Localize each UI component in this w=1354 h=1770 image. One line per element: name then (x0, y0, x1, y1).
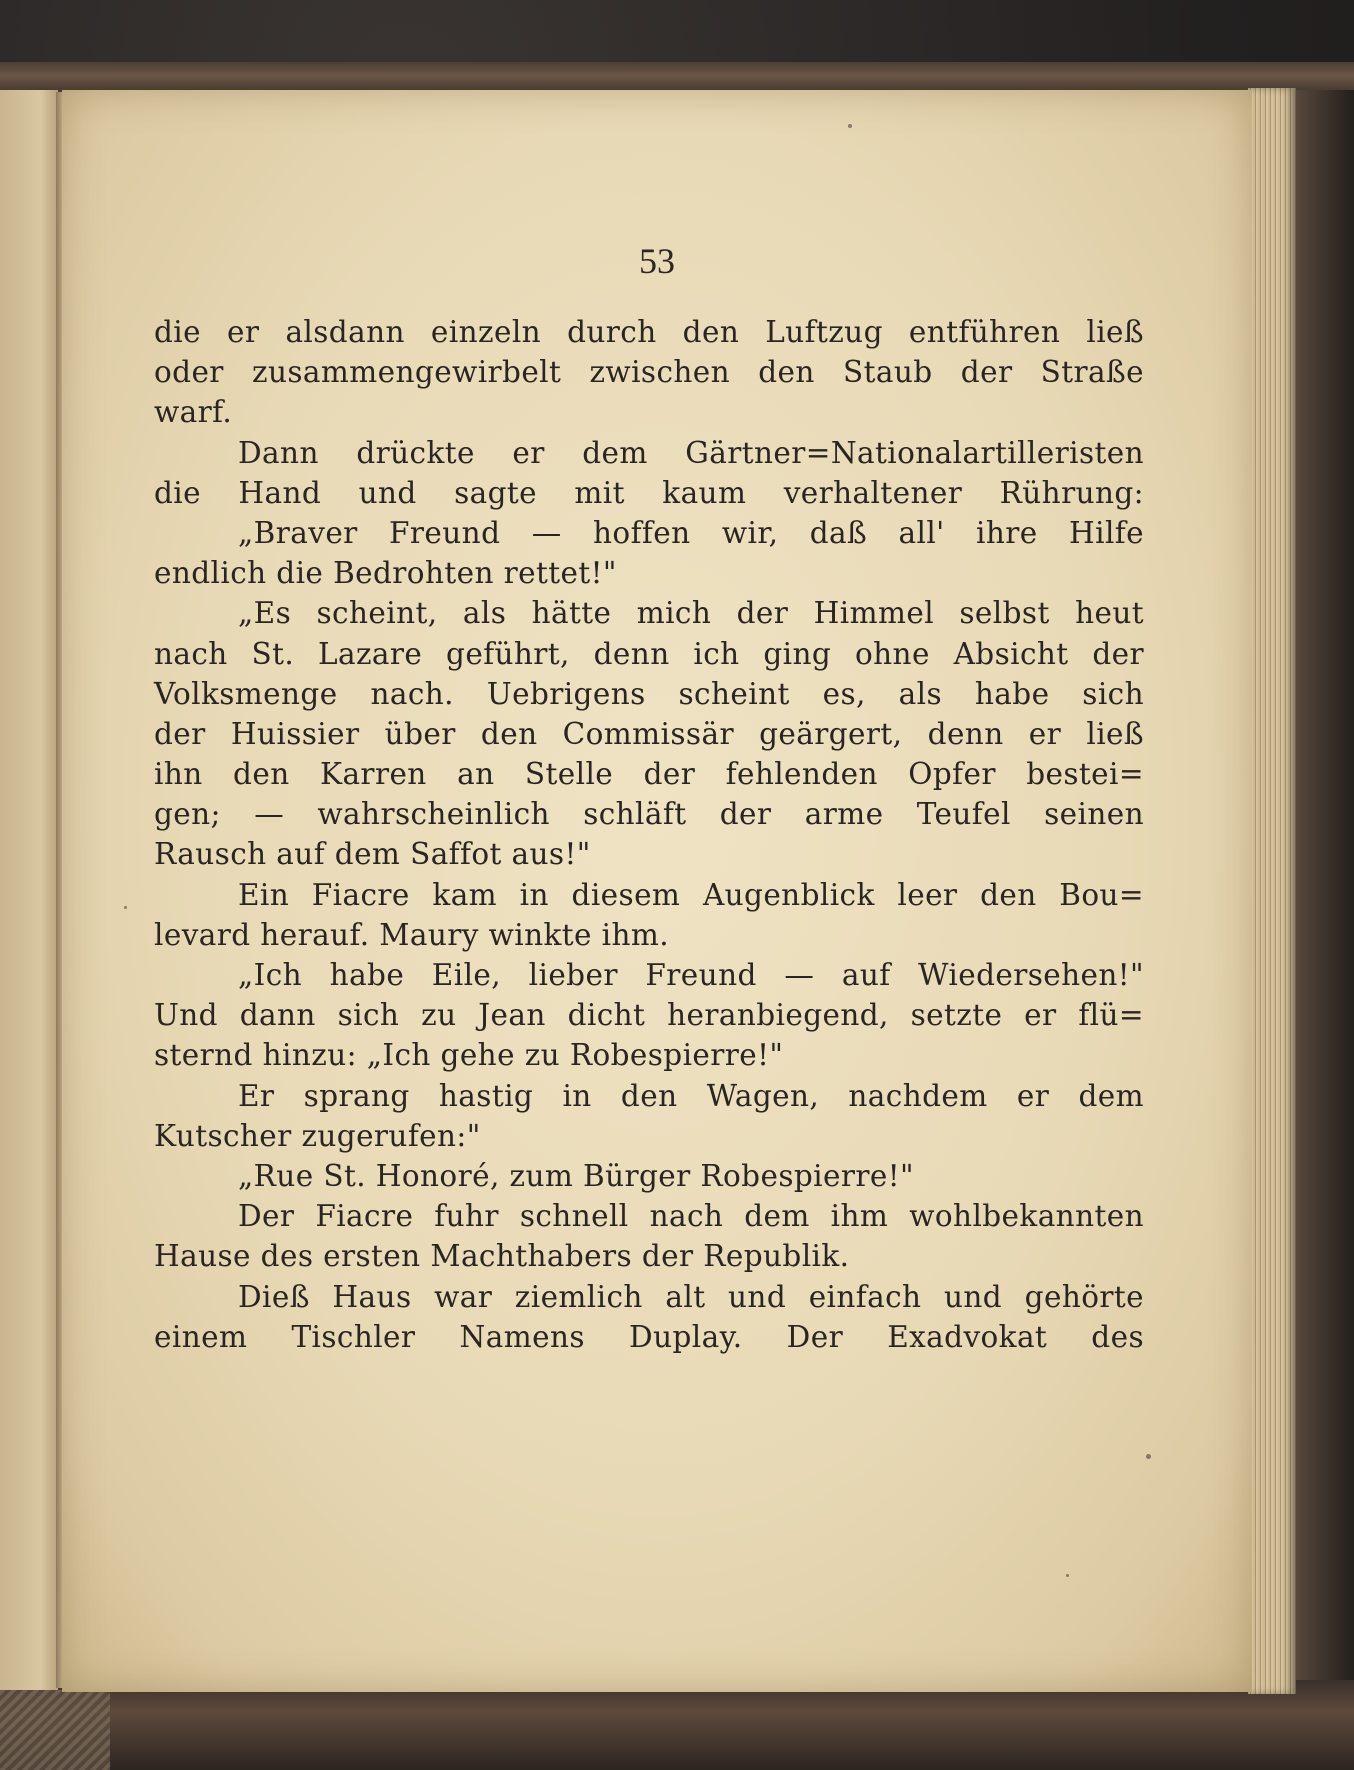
text-line: Er sprang hastig in den Wagen, nachdem er dem (238, 1078, 1144, 1113)
text-line: nach St. Lazare geführt, denn ich ging ohne Absicht der (154, 636, 1144, 671)
text-line: Volksmenge nach. Uebrigens scheint es, als habe sich (154, 676, 1144, 711)
paper-speck (1066, 1574, 1069, 1577)
text-line: Kutscher zugerufen:" (154, 1118, 481, 1153)
text-line: „Ich habe Eile, lieber Freund — auf Wiedersehen!" (238, 958, 1144, 992)
bookmark-ribbon (0, 1690, 110, 1770)
text-line: oder zusammengewirbelt zwischen den Staub der Straße (154, 355, 1144, 390)
text-line: Hause des ersten Machthabers der Republik. (154, 1239, 850, 1274)
text-line: endlich die Bedrohten rettet!" (154, 556, 617, 591)
book-page (62, 90, 1252, 1692)
text-line: levard herauf. Maury winkte ihm. (154, 917, 670, 952)
text-line: die er alsdann einzeln durch den Luftzug entführen ließ (154, 315, 1144, 349)
text-line: einem Tischler Namens Duplay. Der Exadvokat des (154, 1319, 1144, 1354)
page-body-text (154, 312, 1144, 1357)
previous-page-edge (0, 90, 58, 1690)
text-line: Der Fiacre fuhr schnell nach dem ihm wohlbekannten (238, 1199, 1144, 1234)
book-cover-bottom-edge (0, 1680, 1354, 1770)
text-line: sternd hinzu: „Ich gehe zu Robespierre!" (154, 1038, 784, 1073)
text-line: ihn den Karren an Stelle der fehlenden Opfer bestei= (154, 757, 1144, 792)
text-line: Rausch auf dem Saffot aus!" (154, 837, 591, 872)
text-line: die Hand und sagte mit kaum verhaltener Rührung: (154, 475, 1144, 510)
text-line: Dieß Haus war ziemlich alt und einfach und gehörte (238, 1279, 1144, 1314)
page-block-edges (1248, 88, 1296, 1694)
text-line: Dann drückte er dem Gärtner=Nationalartilleristen (238, 435, 1144, 470)
text-line: gen; — wahrscheinlich schläft der arme Teufel seinen (154, 797, 1144, 832)
text-line: „Es scheint, als hätte mich der Himmel selbst heut (238, 596, 1144, 631)
book-cover-right-edge (1292, 90, 1354, 1710)
text-line: „Rue St. Honoré, zum Bürger Robespierre!" (238, 1158, 914, 1193)
paper-speck (1146, 1454, 1151, 1459)
text-line: „Braver Freund — hoffen wir, daß all' ihre Hilfe (238, 515, 1144, 550)
text-line: der Huissier über den Commissär geärgert, denn er ließ (154, 716, 1144, 751)
paper-speck (124, 906, 127, 909)
page-number: 53 (639, 241, 675, 281)
text-line: Ein Fiacre kam in diesem Augenblick leer den Bou= (238, 877, 1144, 912)
text-line: warf. (154, 395, 233, 430)
text-line: Und dann sich zu Jean dicht heranbiegend, setzte er flü= (154, 998, 1144, 1033)
paper-speck (848, 124, 852, 128)
